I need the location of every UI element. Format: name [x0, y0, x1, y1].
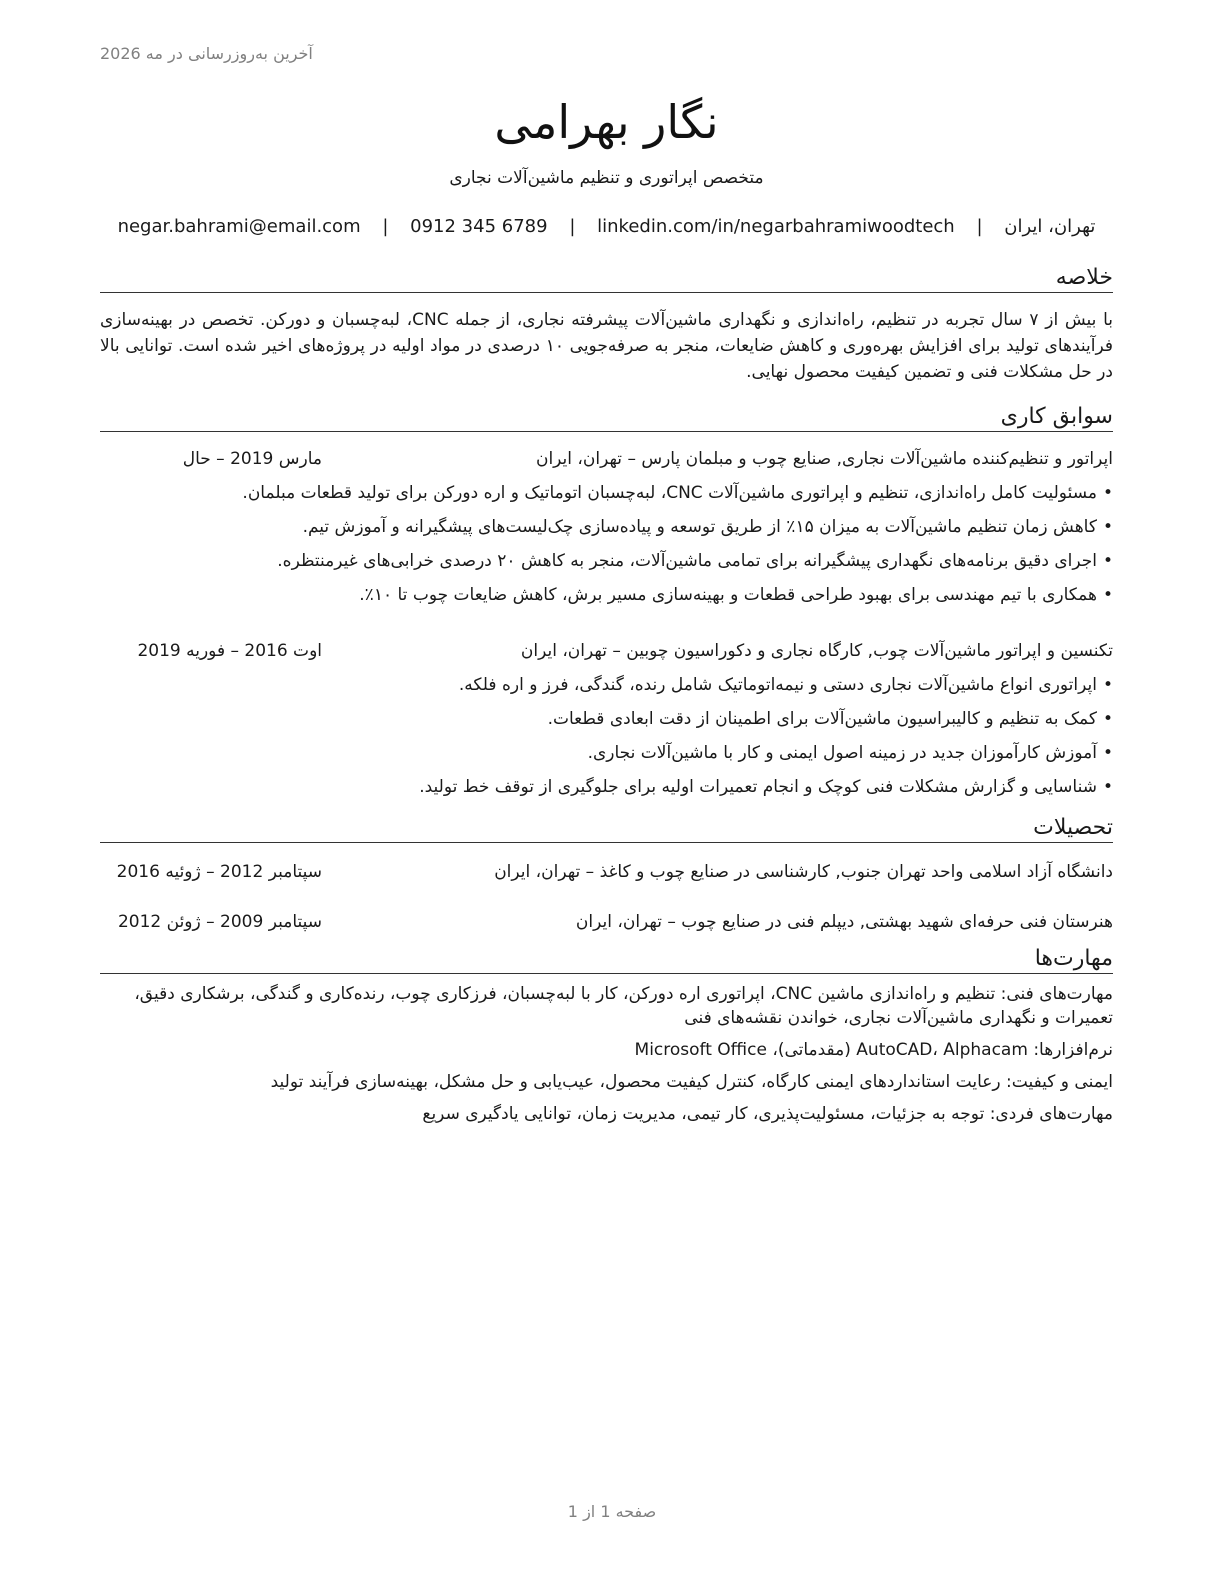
job-bullet: • مسئولیت کامل راه‌اندازی، تنظیم و اپراتوری ماشین‌آلات CNC، لبه‌چسبان اتوماتیک و اره دورکن برای تولید قطعات مبلمان. [100, 480, 1113, 506]
education-text: دانشگاه آزاد اسلامی واحد تهران جنوب, کارشناسی در صنایع چوب و کاغذ – تهران، ایران [494, 862, 1113, 882]
page-number: صفحه 1 از 1 [567, 1502, 657, 1521]
job-bullets [100, 672, 1113, 800]
education-dates: سپتامبر 2009 – ژوئن 2012 [117, 912, 322, 932]
job-role: اپراتور و تنظیم‌کننده ماشین‌آلات نجاری, صنایع چوب و مبلمان پارس – تهران، ایران [535, 449, 1113, 469]
job-bullet: • اجرای دقیق برنامه‌های نگهداری پیشگیرانه برای تمامی ماشین‌آلات، منجر به کاهش ۲۰ درصدی خرابی‌های غیرمنتظره. [100, 548, 1113, 574]
summary-heading: خلاصه [100, 264, 1113, 293]
skills-heading: مهارت‌ها [100, 945, 1113, 974]
contact-line [100, 214, 1113, 240]
contact-linkedin[interactable]: linkedin.com/in/negarbahramiwoodtech [597, 216, 955, 237]
last-updated: آخرین به‌روزرسانی در مه 2026 [100, 44, 313, 63]
job-entry [100, 446, 1113, 608]
education-section [100, 814, 1113, 935]
job-role: تکنسین و اپراتور ماشین‌آلات چوب, کارگاه نجاری و دکوراسیون چوبین – تهران، ایران [520, 641, 1113, 661]
education-entry [100, 909, 1113, 935]
contact-email[interactable]: negar.bahrami@email.com [117, 216, 361, 237]
contact-separator: | [569, 216, 576, 237]
skill-line: ایمنی و کیفیت: رعایت استانداردهای ایمنی کارگاه، کنترل کیفیت محصول، عیب‌یابی و حل مشکل، بهینه‌سازی فرآیند تولید [270, 1072, 1113, 1092]
contact-separator: | [976, 216, 983, 237]
job-bullets [100, 480, 1113, 608]
education-heading: تحصیلات [100, 814, 1113, 843]
job-bullet: • کمک به تنظیم و کالیبراسیون ماشین‌آلات برای اطمینان از دقت ابعادی قطعات. [100, 706, 1113, 732]
job-header [100, 638, 1113, 664]
job-bullet: • کاهش زمان تنظیم ماشین‌آلات به میزان ۱۵٪ از طریق توسعه و پیاده‌سازی چک‌لیست‌های پیشگیرانه و آموزش تیم. [100, 514, 1113, 540]
candidate-name: نگار بهرامی [494, 95, 719, 149]
job-bullet: • آموزش کارآموزان جدید در زمینه اصول ایمنی و کار با ماشین‌آلات نجاری. [100, 740, 1113, 766]
job-dates: اوت 2016 – فوریه 2019 [137, 641, 322, 661]
candidate-title: متخصص اپراتوری و تنظیم ماشین‌آلات نجاری [449, 168, 764, 188]
education-text: هنرستان فنی حرفه‌ای شهید بهشتی, دیپلم فنی در صنایع چوب – تهران، ایران [575, 912, 1113, 932]
contact-phone: 0912 345 6789 [410, 216, 548, 237]
education-dates: سپتامبر 2012 – ژوئیه 2016 [116, 862, 322, 882]
contact-location: تهران، ایران [1004, 216, 1096, 237]
education-entry [100, 859, 1113, 885]
job-bullet: • شناسایی و گزارش مشکلات فنی کوچک و انجام تعمیرات اولیه برای جلوگیری از توقف خط تولید. [100, 774, 1113, 800]
job-header [100, 446, 1113, 472]
skills-section [100, 945, 1113, 1126]
job-entry [100, 638, 1113, 800]
experience-section [100, 403, 1113, 800]
skill-line: مهارت‌های فردی: توجه به جزئیات، مسئولیت‌پذیری، کار تیمی، مدیریت زمان، توانایی یادگیری سریع [422, 1104, 1113, 1124]
skill-line: نرم‌افزارها: AutoCAD، Alphacam (مقدماتی)، Microsoft Office [634, 1040, 1113, 1060]
job-bullet: • اپراتوری انواع ماشین‌آلات نجاری دستی و نیمه‌اتوماتیک شامل رنده، گندگی، فرز و اره فلکه. [100, 672, 1113, 698]
contact-separator: | [382, 216, 389, 237]
summary-text: با بیش از ۷ سال تجربه در تنظیم، راه‌اندازی و نگهداری ماشین‌آلات پیشرفته نجاری، از جمله CNC، لبه‌چسبان و دورکن. تخصص در بهینه‌سازی فرآیندهای تولید برای افزایش بهره‌وری و کاهش ضایعات، منجر به صرفه‌جویی ۱۰ درصدی در مواد اولیه در پروژه‌های اخیر شده است. توانایی بالا در حل مشکلات فنی و تضمین کیفیت محصول نهایی. [100, 310, 1114, 382]
summary-section [100, 264, 1113, 385]
job-dates: مارس 2019 – حال [182, 449, 322, 469]
experience-heading: سوابق کاری [100, 403, 1113, 432]
job-bullet: • همکاری با تیم مهندسی برای بهبود طراحی قطعات و بهینه‌سازی مسیر برش، کاهش ضایعات چوب تا ۱۰٪. [100, 582, 1113, 608]
resume-page [100, 0, 1113, 1126]
skill-line: مهارت‌های فنی: تنظیم و راه‌اندازی ماشین CNC، اپراتوری اره دورکن، کار با لبه‌چسبان، فرزکاری چوب، رنده‌کاری و گندگی، برشکاری دقیق، تعمیرات و نگهداری ماشین‌آلات نجاری، خواندن نقشه‌های فنی [134, 984, 1113, 1028]
